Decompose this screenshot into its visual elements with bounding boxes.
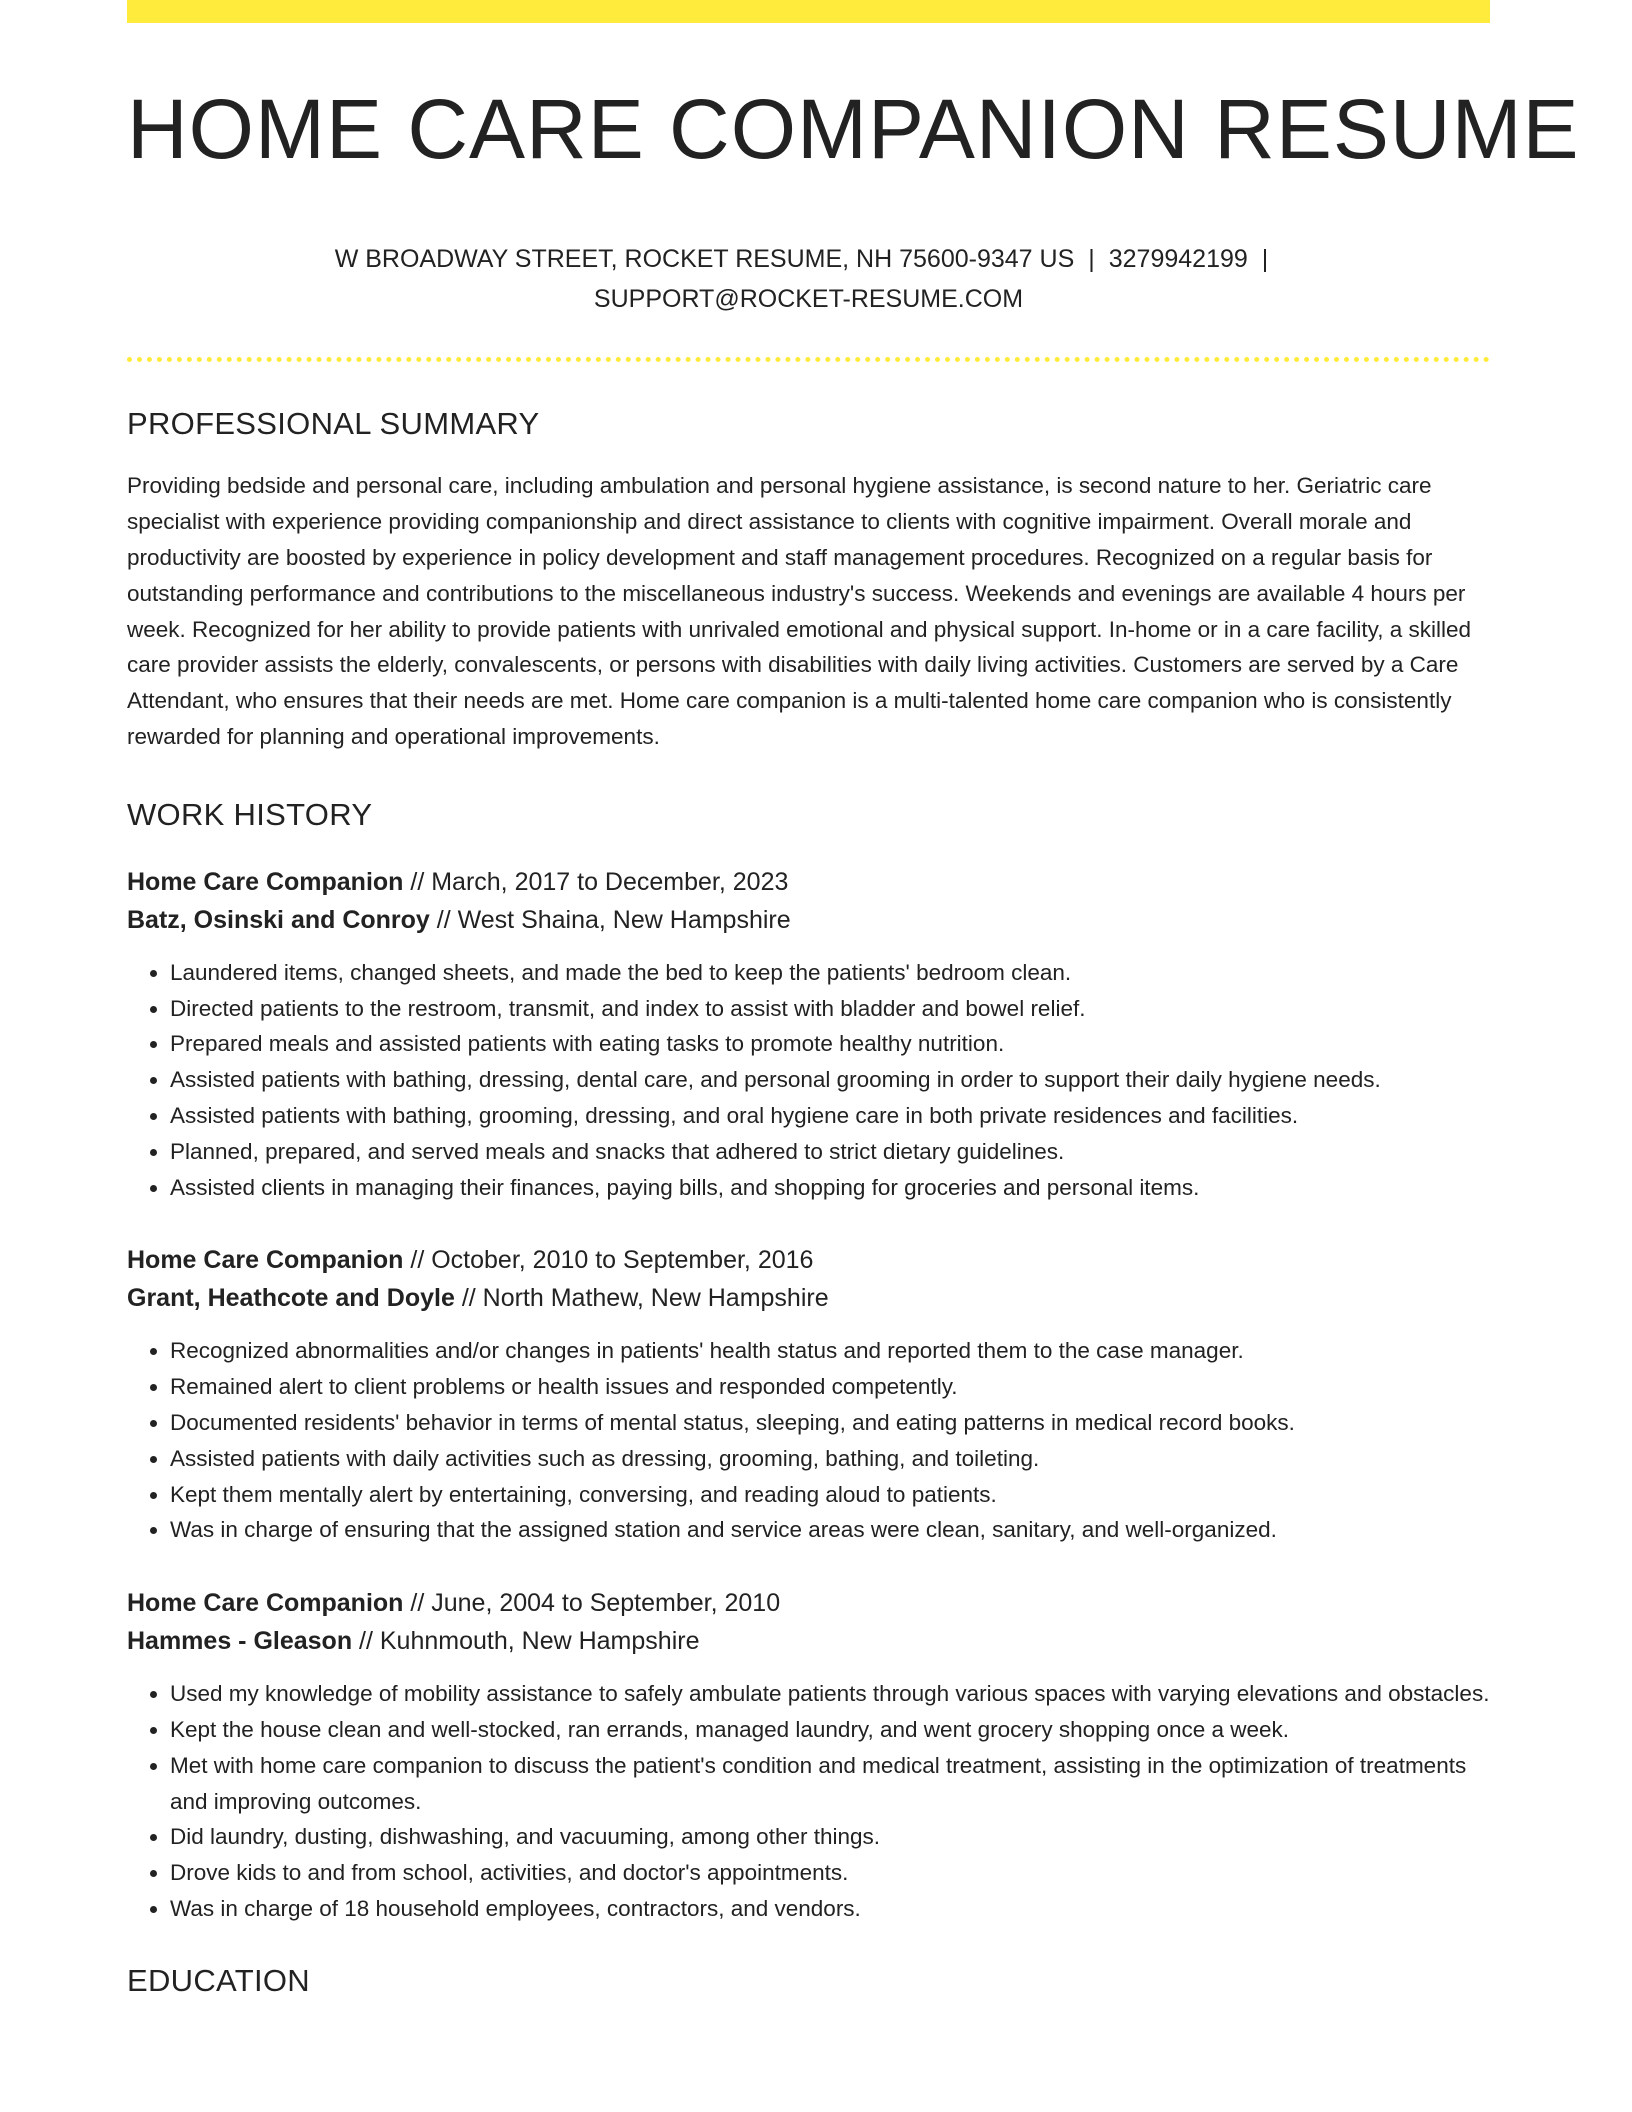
job-bullet: • Assisted patients with bathing, dressing, dental care, and personal grooming in order to support their daily hygiene needs.: [170, 1062, 1490, 1098]
job-title-line: [127, 1241, 1490, 1279]
job-bullet: • Assisted clients in managing their finances, paying bills, and shopping for groceries and personal items.: [170, 1170, 1490, 1206]
job-bullet: • Remained alert to client problems or health issues and responded competently.: [170, 1369, 1490, 1405]
job-bullet: • Drove kids to and from school, activities, and doctor's appointments.: [170, 1855, 1490, 1891]
resume-title: HOME CARE COMPANION RESUME: [127, 82, 1580, 176]
job-title: Home Care Companion: [127, 1246, 404, 1275]
job-bullet: • Was in charge of 18 household employees, contractors, and vendors.: [170, 1891, 1490, 1927]
job-bullet: • Kept them mentally alert by entertaining, conversing, and reading aloud to patients.: [170, 1477, 1490, 1513]
job-dates: // June, 2004 to September, 2010: [410, 1589, 781, 1618]
job-bullet: • Used my knowledge of mobility assistance to safely ambulate patients through various spaces with varying elevations and obstacles.: [170, 1676, 1490, 1712]
section-heading-work: WORK HISTORY: [127, 796, 373, 832]
contact-phone[interactable]: 3279942199: [1108, 245, 1248, 274]
job-location: // North Mathew, New Hampshire: [461, 1284, 829, 1313]
job-entry: [127, 1584, 1490, 1927]
resume-page: [127, 0, 1580, 1999]
job-company-line: [127, 1622, 1490, 1660]
job-title: Home Care Companion: [127, 1589, 404, 1618]
job-bullet: • Recognized abnormalities and/or changes in patients' health status and reported them to the case manager.: [170, 1333, 1490, 1369]
professional-summary-section: [127, 406, 1490, 754]
job-company: Batz, Osinski and Conroy: [127, 905, 430, 934]
job-dates: // March, 2017 to December, 2023: [410, 867, 789, 896]
job-location: // Kuhnmouth, New Hampshire: [359, 1627, 700, 1656]
job-bullet: • Prepared meals and assisted patients with eating tasks to promote healthy nutrition.: [170, 1026, 1490, 1062]
job-company: Grant, Heathcote and Doyle: [127, 1284, 455, 1313]
section-heading-education: EDUCATION: [127, 1962, 310, 1998]
job-bullet: • Directed patients to the restroom, transmit, and index to assist with bladder and bowel relief.: [170, 991, 1490, 1027]
job-title-line: [127, 863, 1490, 901]
accent-top-bar: [127, 0, 1490, 23]
contact-info: [127, 239, 1490, 319]
contact-address: W BROADWAY STREET, ROCKET RESUME, NH 75600-9347 US: [334, 245, 1075, 274]
job-company: Hammes - Gleason: [127, 1627, 353, 1656]
job-bullet: • Was in charge of ensuring that the assigned station and service areas were clean, sanitary, and well-organized.: [170, 1512, 1490, 1548]
job-bullet: • Assisted patients with bathing, grooming, dressing, and oral hygiene care in both private residences and facilities.: [170, 1098, 1490, 1134]
contact-separator: |: [1088, 245, 1095, 274]
section-heading-summary: PROFESSIONAL SUMMARY: [127, 406, 540, 442]
job-title: Home Care Companion: [127, 867, 404, 896]
job-company-line: [127, 1279, 1490, 1317]
contact-separator: |: [1261, 245, 1269, 274]
job-entry: [127, 1241, 1490, 1548]
work-history-section: [127, 797, 1490, 1927]
job-dates: // October, 2010 to September, 2016: [410, 1246, 814, 1275]
job-bullets: [127, 1333, 1490, 1548]
job-bullet: • Planned, prepared, and served meals and snacks that adhered to strict dietary guidelines.: [170, 1134, 1490, 1170]
education-section: [127, 1963, 1490, 1999]
contact-email[interactable]: SUPPORT@ROCKET-RESUME.COM: [593, 285, 1024, 314]
job-title-line: [127, 1584, 1490, 1622]
job-location: // West Shaina, New Hampshire: [436, 905, 791, 934]
job-bullet: • Kept the house clean and well-stocked, ran errands, managed laundry, and went grocery shopping once a week.: [170, 1712, 1490, 1748]
job-bullet: • Met with home care companion to discuss the patient's condition and medical treatment, assisting in the optimization of treatments and improving outcomes.: [170, 1748, 1490, 1820]
job-bullet: • Documented residents' behavior in terms of mental status, sleeping, and eating patterns in medical record books.: [170, 1405, 1490, 1441]
contact-line-1: [127, 239, 1490, 279]
job-company-line: [127, 901, 1490, 939]
job-bullets: [127, 1676, 1490, 1927]
job-bullets: [127, 955, 1490, 1206]
dotted-divider: [127, 357, 1490, 362]
job-bullet: • Laundered items, changed sheets, and made the bed to keep the patients' bedroom clean.: [170, 955, 1490, 991]
contact-line-2: [127, 279, 1490, 319]
summary-text: Providing bedside and personal care, including ambulation and personal hygiene assistance, is second nature to her. Geriatric care specialist with experience providing companionship and direct assistance to clients with cognitive impairment. Overall morale and productivity are boosted by experience in policy development and staff management procedures. Recognized on a regular basis for outstanding performance and contributions to the miscellaneous industry's success. Weekends and evenings are available 4 hours per week. Recognized for her ability to provide patients with unrivaled emotional and physical support. In-home or in a care facility, a skilled care provider assists the elderly, convalescents, or persons with disabilities with daily living activities. Customers are served by a Care Attendant, who ensures that their needs are met. Home care companion is a multi-talented home care companion who is consistently rewarded for planning and operational improvements.: [127, 473, 1472, 749]
job-bullet: • Assisted patients with daily activities such as dressing, grooming, bathing, and toileting.: [170, 1441, 1490, 1477]
job-entry: [127, 863, 1490, 1206]
job-bullet: • Did laundry, dusting, dishwashing, and vacuuming, among other things.: [170, 1819, 1490, 1855]
